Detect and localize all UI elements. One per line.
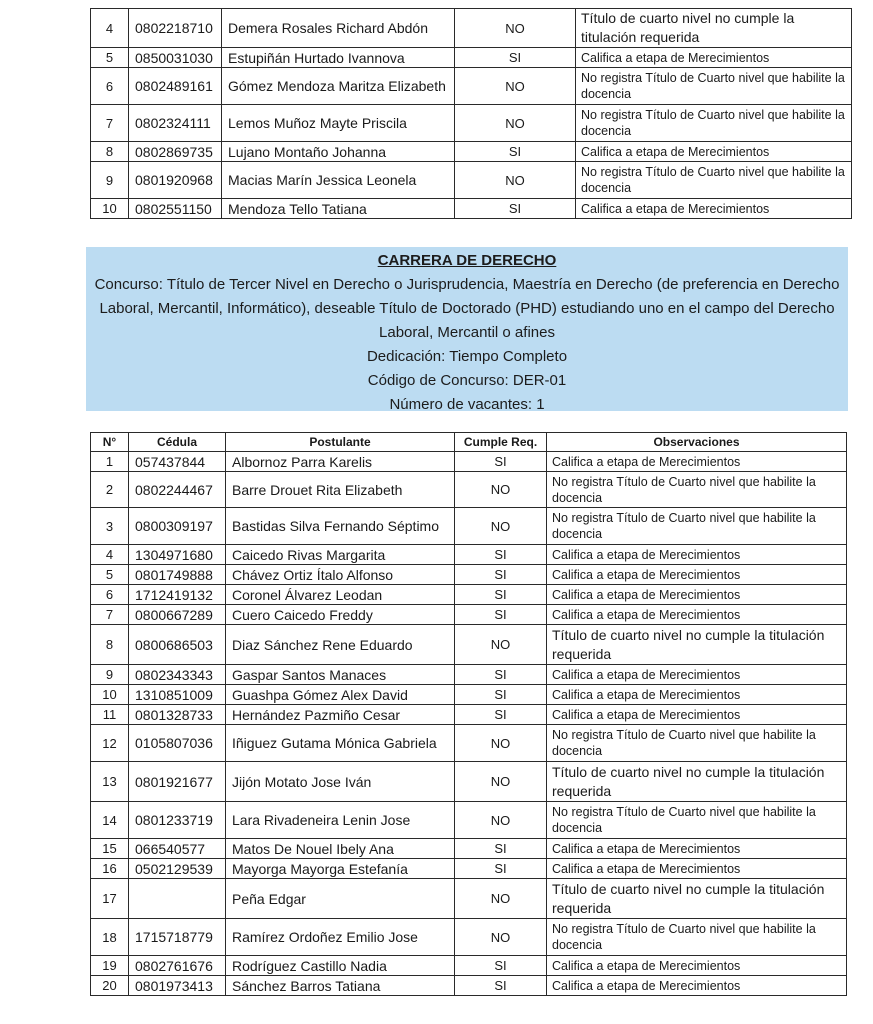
cell-number: 4 [91,9,129,48]
cell-cedula: 0802343343 [129,665,226,685]
cell-postulante: Estupiñán Hurtado Ivannova [222,48,455,68]
cell-cumple: NO [455,162,576,199]
cell-number: 6 [91,585,129,605]
cell-number: 11 [91,705,129,725]
cell-postulante: Lemos Muñoz Mayte Priscila [222,105,455,142]
cell-postulante: Lara Rivadeneira Lenin Jose [226,802,455,839]
cell-number: 9 [91,665,129,685]
cell-cedula: 066540577 [129,839,226,859]
table-row [91,919,847,956]
cell-number: 10 [91,685,129,705]
cell-postulante: Guashpa Gómez Alex David [226,685,455,705]
cell-cumple: NO [455,762,547,802]
cell-cumple: NO [455,68,576,105]
cell-postulante: Ramírez Ordoñez Emilio Jose [226,919,455,956]
cell-observaciones: No registra Título de Cuarto nivel que habilite la docencia [576,162,852,199]
cell-cedula: 0800309197 [129,508,226,545]
header-observaciones: Observaciones [547,433,847,452]
cell-cumple: NO [455,879,547,919]
cell-number: 17 [91,879,129,919]
table-row [91,508,847,545]
applicants-table-derecho [90,432,847,996]
contest-code: Código de Concurso: DER-01 [367,372,567,389]
cell-cumple: NO [455,105,576,142]
cell-cumple: SI [455,665,547,685]
cell-postulante: Mayorga Mayorga Estefanía [226,859,455,879]
cell-postulante: Peña Edgar [226,879,455,919]
table-row [91,725,847,762]
cell-number: 2 [91,472,129,508]
cell-observaciones: Califica a etapa de Merecimientos [547,452,847,472]
table-row [91,105,852,142]
contest-dedication: Dedicación: Tiempo Completo [366,348,568,365]
cell-postulante: Matos De Nouel Ibely Ana [226,839,455,859]
cell-postulante: Caicedo Rivas Margarita [226,545,455,565]
cell-number: 16 [91,859,129,879]
cell-observaciones: Califica a etapa de Merecimientos [576,199,852,219]
cell-cedula: 1310851009 [129,685,226,705]
cell-number: 9 [91,162,129,199]
cell-postulante: Barre Drouet Rita Elizabeth [226,472,455,508]
cell-observaciones: Califica a etapa de Merecimientos [547,839,847,859]
cell-postulante: Demera Rosales Richard Abdón [222,9,455,48]
cell-cumple: NO [455,802,547,839]
cell-observaciones: Califica a etapa de Merecimientos [547,956,847,976]
cell-number: 12 [91,725,129,762]
cell-number: 8 [91,142,129,162]
cell-cedula: 0105807036 [129,725,226,762]
cell-cedula: 0802324111 [129,105,222,142]
cell-observaciones: Califica a etapa de Merecimientos [547,545,847,565]
cell-number: 10 [91,199,129,219]
cell-number: 4 [91,545,129,565]
table-row [91,839,847,859]
contest-description: Concurso: Título de Tercer Nivel en Derecho o Jurisprudencia, Maestría en Derecho (de preferencia en Derecho Laboral, Mercantil, Informático), deseable Título de Doctorado (PHD) estudiando uno en el campo del Derecho Laboral, Mercantil o afines [94,276,840,341]
cell-cedula: 0802489161 [129,68,222,105]
table-row [91,199,852,219]
cell-observaciones: Título de cuarto nivel no cumple la titulación requerida [576,9,852,48]
cell-cumple: SI [455,705,547,725]
cell-cedula: 0801921677 [129,762,226,802]
cell-cedula: 057437844 [129,452,226,472]
cell-number: 14 [91,802,129,839]
cell-observaciones: No registra Título de Cuarto nivel que habilite la docencia [576,105,852,142]
cell-observaciones: Califica a etapa de Merecimientos [547,585,847,605]
cell-cumple: NO [455,919,547,956]
header-cumple: Cumple Req. [455,433,547,452]
table-row [91,585,847,605]
cell-postulante: Diaz Sánchez Rene Eduardo [226,625,455,665]
cell-postulante: Macias Marín Jessica Leonela [222,162,455,199]
cell-postulante: Gómez Mendoza Maritza Elizabeth [222,68,455,105]
cell-cedula: 0502129539 [129,859,226,879]
table-row [91,665,847,685]
cell-postulante: Sánchez Barros Tatiana [226,976,455,996]
table-row [91,472,847,508]
career-title: CARRERA DE DERECHO [377,252,557,269]
cell-cumple: SI [455,142,576,162]
cell-cumple: SI [455,585,547,605]
cell-cumple: NO [455,9,576,48]
cell-cumple: SI [455,976,547,996]
cell-postulante: Gaspar Santos Manaces [226,665,455,685]
table-row [91,162,852,199]
cell-number: 5 [91,48,129,68]
table-row [91,68,852,105]
cell-cedula: 0801920968 [129,162,222,199]
cell-observaciones: Califica a etapa de Merecimientos [547,605,847,625]
table-row [91,685,847,705]
header-postulante: Postulante [226,433,455,452]
cell-observaciones: No registra Título de Cuarto nivel que habilite la docencia [547,725,847,762]
cell-observaciones: Califica a etapa de Merecimientos [547,976,847,996]
cell-observaciones: No registra Título de Cuarto nivel que habilite la docencia [547,802,847,839]
cell-number: 15 [91,839,129,859]
cell-cedula: 1712419132 [129,585,226,605]
cell-number: 6 [91,68,129,105]
cell-cedula: 0800686503 [129,625,226,665]
cell-cumple: NO [455,472,547,508]
cell-number: 7 [91,105,129,142]
cell-cedula [129,879,226,919]
cell-cedula: 0802551150 [129,199,222,219]
cell-postulante: Jijón Motato Jose Iván [226,762,455,802]
cell-observaciones: Califica a etapa de Merecimientos [576,142,852,162]
cell-observaciones: Califica a etapa de Merecimientos [547,685,847,705]
cell-cumple: SI [455,452,547,472]
table-row [91,625,847,665]
cell-cedula: 0801328733 [129,705,226,725]
cell-observaciones: No registra Título de Cuarto nivel que habilite la docencia [547,508,847,545]
applicants-table-previous-body [91,9,852,219]
cell-cumple: SI [455,565,547,585]
cell-cumple: SI [455,199,576,219]
table-row [91,605,847,625]
cell-number: 18 [91,919,129,956]
cell-cedula: 0801973413 [129,976,226,996]
cell-cedula: 0801233719 [129,802,226,839]
table-row [91,762,847,802]
cell-number: 7 [91,605,129,625]
cell-observaciones: Califica a etapa de Merecimientos [576,48,852,68]
cell-cedula: 0802244467 [129,472,226,508]
table-row [91,859,847,879]
table-row [91,545,847,565]
table-row [91,705,847,725]
table-row [91,9,852,48]
cell-cedula: 0802761676 [129,956,226,976]
cell-observaciones: No registra Título de Cuarto nivel que habilite la docencia [547,919,847,956]
cell-cumple: SI [455,956,547,976]
cell-cumple: SI [455,685,547,705]
cell-postulante: Iñiguez Gutama Mónica Gabriela [226,725,455,762]
career-banner [86,247,848,411]
cell-cedula: 0850031030 [129,48,222,68]
table-header-row [91,433,847,452]
table-row [91,565,847,585]
cell-number: 13 [91,762,129,802]
table-row [91,802,847,839]
cell-postulante: Mendoza Tello Tatiana [222,199,455,219]
cell-cedula: 0801749888 [129,565,226,585]
header-cedula: Cédula [129,433,226,452]
cell-postulante: Chávez Ortiz Ítalo Alfonso [226,565,455,585]
cell-cedula: 0802218710 [129,9,222,48]
table-row [91,976,847,996]
header-number: N° [91,433,129,452]
cell-observaciones: Califica a etapa de Merecimientos [547,859,847,879]
cell-cumple: SI [455,859,547,879]
cell-postulante: Rodríguez Castillo Nadia [226,956,455,976]
cell-observaciones: Califica a etapa de Merecimientos [547,705,847,725]
cell-cumple: SI [455,545,547,565]
table-row [91,956,847,976]
cell-postulante: Coronel Álvarez Leodan [226,585,455,605]
cell-observaciones: Califica a etapa de Merecimientos [547,665,847,685]
cell-cumple: SI [455,48,576,68]
cell-cumple: NO [455,508,547,545]
cell-number: 19 [91,956,129,976]
applicants-table-previous [90,8,852,219]
cell-postulante: Albornoz Parra Karelis [226,452,455,472]
table-row [91,879,847,919]
cell-observaciones: Título de cuarto nivel no cumple la titulación requerida [547,625,847,665]
cell-observaciones: Título de cuarto nivel no cumple la titulación requerida [547,879,847,919]
cell-observaciones: No registra Título de Cuarto nivel que habilite la docencia [576,68,852,105]
cell-postulante: Bastidas Silva Fernando Séptimo [226,508,455,545]
cell-postulante: Hernández Pazmiño Cesar [226,705,455,725]
cell-cedula: 1304971680 [129,545,226,565]
contest-vacancies: Número de vacantes: 1 [389,396,545,413]
cell-number: 20 [91,976,129,996]
cell-number: 3 [91,508,129,545]
cell-cumple: NO [455,625,547,665]
applicants-table-derecho-body [91,452,847,996]
cell-cedula: 1715718779 [129,919,226,956]
cell-cedula: 0802869735 [129,142,222,162]
cell-cedula: 0800667289 [129,605,226,625]
cell-number: 1 [91,452,129,472]
cell-postulante: Cuero Caicedo Freddy [226,605,455,625]
table-row [91,48,852,68]
cell-cumple: SI [455,605,547,625]
table-row [91,452,847,472]
cell-number: 8 [91,625,129,665]
cell-cumple: NO [455,725,547,762]
cell-number: 5 [91,565,129,585]
cell-observaciones: No registra Título de Cuarto nivel que habilite la docencia [547,472,847,508]
table-row [91,142,852,162]
cell-observaciones: Califica a etapa de Merecimientos [547,565,847,585]
cell-cumple: SI [455,839,547,859]
cell-postulante: Lujano Montaño Johanna [222,142,455,162]
cell-observaciones: Título de cuarto nivel no cumple la titulación requerida [547,762,847,802]
